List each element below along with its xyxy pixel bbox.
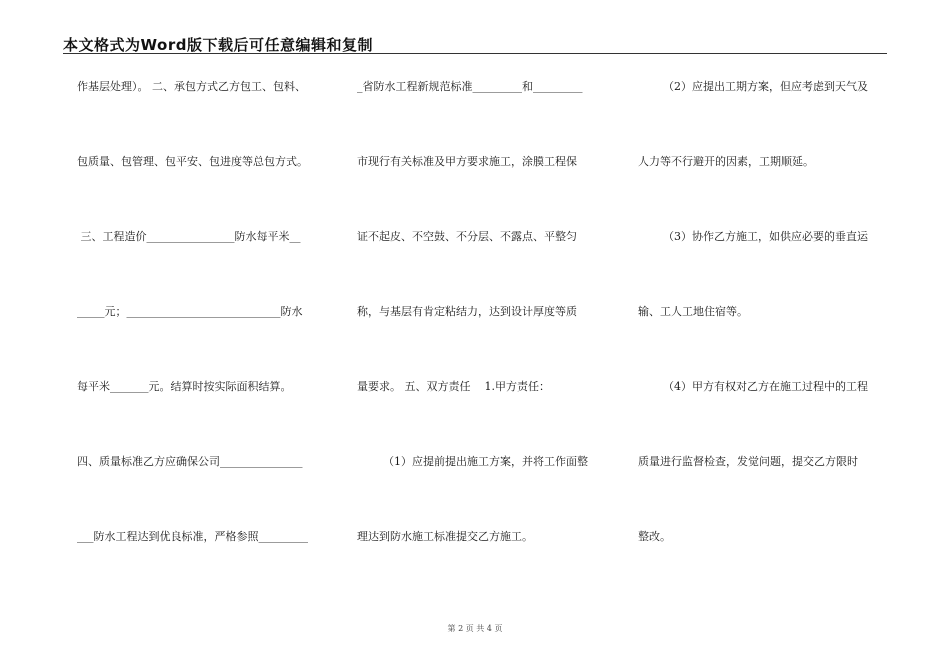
- right-col-line-7: 整改。: [638, 530, 671, 543]
- left-col-line-3: 三、工程造价________________防水每平米__: [77, 230, 301, 243]
- middle-col-line-1: _省防水工程新规范标准_________和_________: [357, 80, 583, 93]
- header-divider: [63, 53, 887, 54]
- right-col-line-5: （4）甲方有权对乙方在施工过程中的工程: [663, 380, 868, 393]
- document-header-title: 本文格式为Word版下载后可任意编辑和复制: [63, 36, 373, 54]
- right-col-line-1: （2）应提出工期方案，但应考虑到天气及: [663, 80, 868, 93]
- middle-col-line-5: 量要求。 五、双方责任 1.甲方责任：: [357, 380, 550, 393]
- left-col-line-7: ___防水工程达到优良标准，严格参照_________: [77, 530, 308, 543]
- middle-col-line-6: （1）应提前提出施工方案，并将工作面整: [383, 455, 588, 468]
- left-col-line-5: 每平米_______元。结算时按实际面积结算。: [77, 380, 292, 393]
- right-col-line-6: 质量进行监督检查，发觉问题，提交乙方限时: [638, 455, 858, 468]
- right-col-line-2: 人力等不行避开的因素，工期顺延。: [638, 155, 814, 168]
- middle-col-line-3: 证不起皮、不空鼓、不分层、不露点、平整匀: [357, 230, 577, 243]
- middle-col-line-7: 理达到防水施工标准提交乙方施工。: [357, 530, 533, 543]
- left-col-line-6: 四、质量标准乙方应确保公司_______________: [77, 455, 303, 468]
- page-number-footer: 第 2 页 共 4 页: [447, 624, 503, 633]
- right-col-line-4: 输、工人工地住宿等。: [638, 305, 748, 318]
- left-col-line-4: _____元；____________________________防水: [77, 305, 303, 318]
- right-col-line-3: （3）协作乙方施工，如供应必要的垂直运: [663, 230, 868, 243]
- left-col-line-1: 作基层处理）。 二、承包方式乙方包工、包料、: [77, 80, 306, 93]
- left-col-line-2: 包质量、包管理、包平安、包进度等总包方式。: [77, 155, 308, 168]
- middle-col-line-2: 市现行有关标准及甲方要求施工，涂膜工程保: [357, 155, 577, 168]
- middle-col-line-4: 称，与基层有肯定粘结力，达到设计厚度等质: [357, 305, 577, 318]
